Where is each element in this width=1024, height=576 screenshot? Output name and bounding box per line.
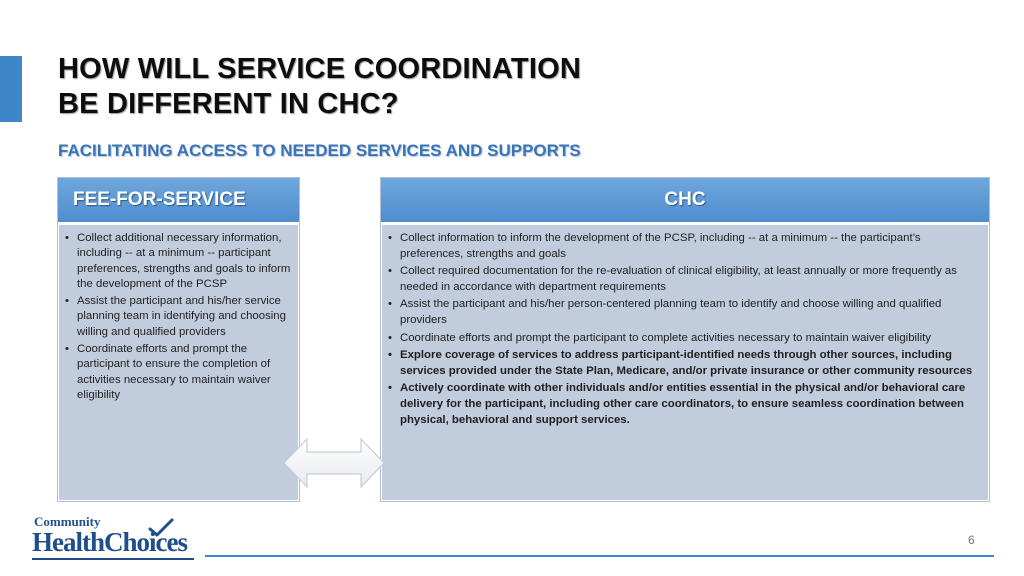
list-item: • Coordinate efforts and prompt the participant to complete activities necessary to maintain waiver eligibility: [388, 331, 980, 347]
fee-for-service-header: FEE-FOR-SERVICE: [58, 178, 299, 224]
list-item: • Assist the participant and his/her person-centered planning team to identify and choose willing and qualified providers: [388, 297, 980, 328]
double-arrow-icon: [281, 436, 387, 490]
page-number: 6: [968, 533, 975, 547]
chc-header: CHC: [381, 178, 989, 224]
fee-for-service-panel: [57, 177, 300, 502]
list-item: • Collect information to inform the development of the PCSP, including -- at a minimum -- the participant’s preferences, strengths and goals: [388, 231, 980, 262]
title-line-2: BE DIFFERENT IN CHC?: [58, 88, 399, 120]
list-item: • Explore coverage of services to address participant-identified needs through other sources, including services provided under the State Plan, Medicare, and/or private insurance or other community resources: [388, 348, 980, 379]
community-healthchoices-logo: [32, 514, 202, 560]
chc-body: [381, 224, 989, 501]
list-item: • Collect additional necessary information, including -- at a minimum -- participant preferences, strengths and goals to inform the development of the PCSP: [65, 231, 293, 292]
slide-subtitle: FACILITATING ACCESS TO NEEDED SERVICES AND SUPPORTS: [58, 141, 581, 160]
accent-bar: [0, 56, 22, 122]
logo-line-1: Community: [34, 514, 101, 529]
fee-for-service-list: [65, 231, 293, 405]
list-item: • Actively coordinate with other individuals and/or entities essential in the physical and/or behavioral care delivery for the participant, including other care coordinators, to ensure seamless coordination between physical, behavioral and support services.: [388, 381, 980, 428]
logo-line-2: HealthChoices: [32, 527, 187, 557]
chc-list: [388, 231, 980, 430]
logo-underline: [32, 558, 194, 560]
list-item: • Collect required documentation for the re-evaluation of clinical eligibility, at least annually or more frequently as needed in accordance with department requirements: [388, 264, 980, 295]
list-item: • Assist the participant and his/her service planning team in identifying and choosing willing and qualified providers: [65, 294, 293, 340]
list-item: • Coordinate efforts and prompt the participant to ensure the completion of activities necessary to maintain waiver eligibility: [65, 342, 293, 403]
slide-title: [58, 52, 958, 122]
checkmark-icon: [148, 518, 174, 538]
footer-divider: [205, 555, 994, 557]
chc-panel: [380, 177, 990, 502]
fee-for-service-body: [58, 224, 299, 501]
title-line-1: HOW WILL SERVICE COORDINATION: [58, 53, 581, 85]
